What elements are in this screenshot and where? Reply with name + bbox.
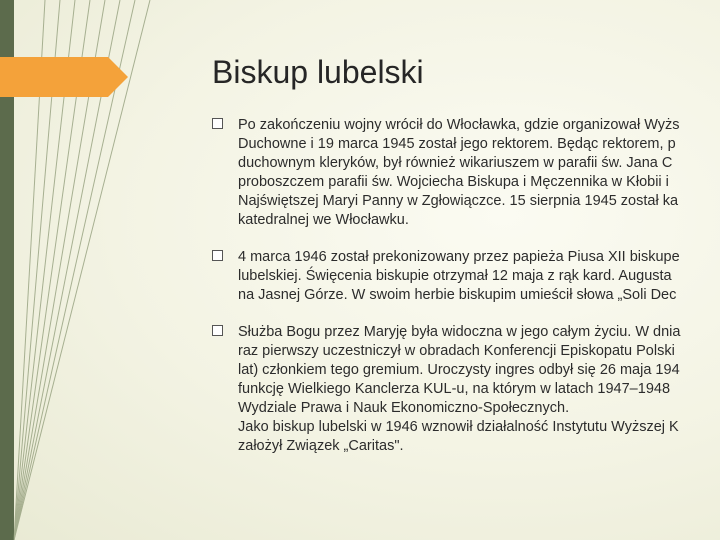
bullet-text: [238, 116, 720, 230]
bullet-item: [212, 248, 720, 305]
bullet-line: Duchowne i 19 marca 1945 został jego rektorem. Będąc rektorem, p: [238, 136, 676, 152]
square-bullet-icon: [212, 118, 223, 129]
bullet-line: Wydziale Prawa i Nauk Ekonomiczno-Społecznych.: [238, 400, 570, 416]
title-accent-arrow: [0, 57, 128, 97]
bullet-line: katedralnej we Włocławku.: [238, 212, 409, 228]
bullet-item: [212, 323, 720, 456]
bullet-text: [238, 323, 720, 456]
bullet-line: lat) członkiem tego gremium. Uroczysty ingres odbył się 26 maja 194: [238, 362, 680, 378]
bullet-line: raz pierwszy uczestniczył w obradach Konferencji Episkopatu Polski: [238, 343, 675, 359]
bullet-line: 4 marca 1946 został prekonizowany przez papieża Piusa XII biskupe: [238, 249, 680, 265]
bullet-line: lubelskiej. Święcenia biskupie otrzymał 12 maja z rąk kard. Augusta: [238, 268, 672, 284]
slide-title: Biskup lubelski: [212, 54, 424, 90]
bullet-line: Służba Bogu przez Maryję była widoczna w jego całym życiu. W dnia: [238, 324, 681, 340]
bullet-text: [238, 248, 720, 305]
bullet-line: funkcję Wielkiego Kanclerza KUL-u, na którym w latach 1947–1948: [238, 381, 671, 397]
bullet-line: duchownym kleryków, był również wikariuszem w parafii św. Jana C: [238, 155, 673, 171]
bullet-line: Najświętszej Maryi Panny w Zgłowiączce. 15 sierpnia 1945 został ka: [238, 193, 679, 209]
bullet-line: Po zakończeniu wojny wrócił do Włocławka, gdzie organizował Wyżs: [238, 117, 680, 133]
square-bullet-icon: [212, 325, 223, 336]
bullet-line: Jako biskup lubelski w 1946 wznowił działalność Instytutu Wyższej K: [238, 419, 679, 435]
slide-content: [212, 116, 720, 474]
bullet-line: założył Związek „Caritas".: [238, 438, 404, 454]
bullet-line: na Jasnej Górze. W swoim herbie biskupim umieścił słowa „Soli Dec: [238, 287, 677, 303]
bullet-line: proboszczem parafii św. Wojciecha Biskupa i Męczennika w Kłobii i: [238, 174, 669, 190]
square-bullet-icon: [212, 250, 223, 261]
bullet-item: [212, 116, 720, 230]
